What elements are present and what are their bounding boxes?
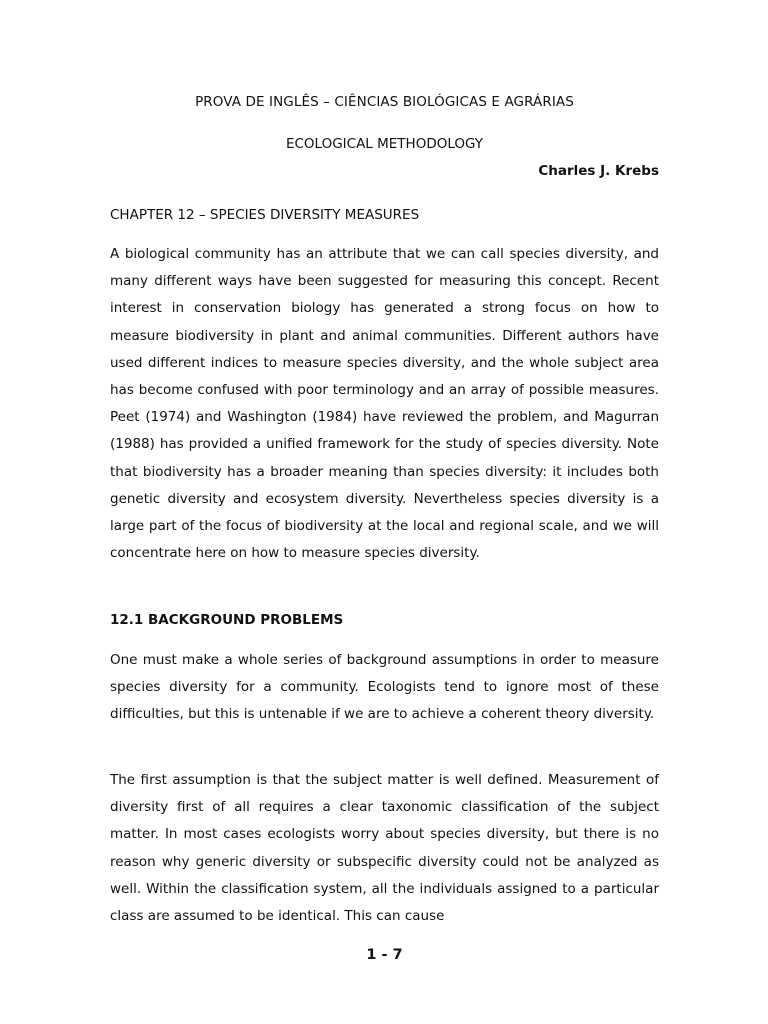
book-title: ECOLOGICAL METHODOLOGY: [285, 136, 484, 152]
intro-paragraph: A biological community has an attribute that we can call species diversity, and many different ways have been suggested for measuring this concept. Recent interest in conservation biology has generated a strong focus on how to measure biodiversity in plant and animal communities. Different authors have used different indices to measure species diversity, and the whole subject area has become confused with poor terminology and an array of possible measures. Peet (1974) and Washington (1984) have reviewed the problem, and Magurran (1988) has provided a unified framework for the study of species diversity. Note that biodiversity has a broader meaning than species diversity: it includes both genetic diversity and ecosystem diversity. Nevertheless species diversity is a large part of the focus of biodiversity at the local and regional scale, and we will concentrate here on how to measure species diversity.: [110, 246, 659, 562]
section-paragraph-1: One must make a whole series of background assumptions in order to measure species diversity for a community. Ecologists tend to ignore most of these difficulties, but this is untenable if we are to achieve a coherent theory diversity.: [110, 652, 659, 723]
author-name: Charles J. Krebs: [538, 163, 659, 179]
chapter-heading: CHAPTER 12 – SPECIES DIVERSITY MEASURES: [110, 207, 420, 223]
section-heading: 12.1 BACKGROUND PROBLEMS: [110, 612, 344, 628]
page-number: 1 - 7: [366, 947, 403, 963]
section-paragraph-2: The first assumption is that the subject matter is well defined. Measurement of diversity first of all requires a clear taxonomic classification of the subject matter. In most cases ecologists worry about species diversity, but there is no reason why generic diversity or subspecific diversity could not be analyzed as well. Within the classification system, all the individuals assigned to a particular class are assumed to be identical. This can cause: [110, 772, 659, 925]
document-page: [110, 0, 659, 1024]
exam-title: PROVA DE INGLÊS – CIÊNCIAS BIOLÓGICAS E AGRÁRIAS: [195, 94, 574, 110]
